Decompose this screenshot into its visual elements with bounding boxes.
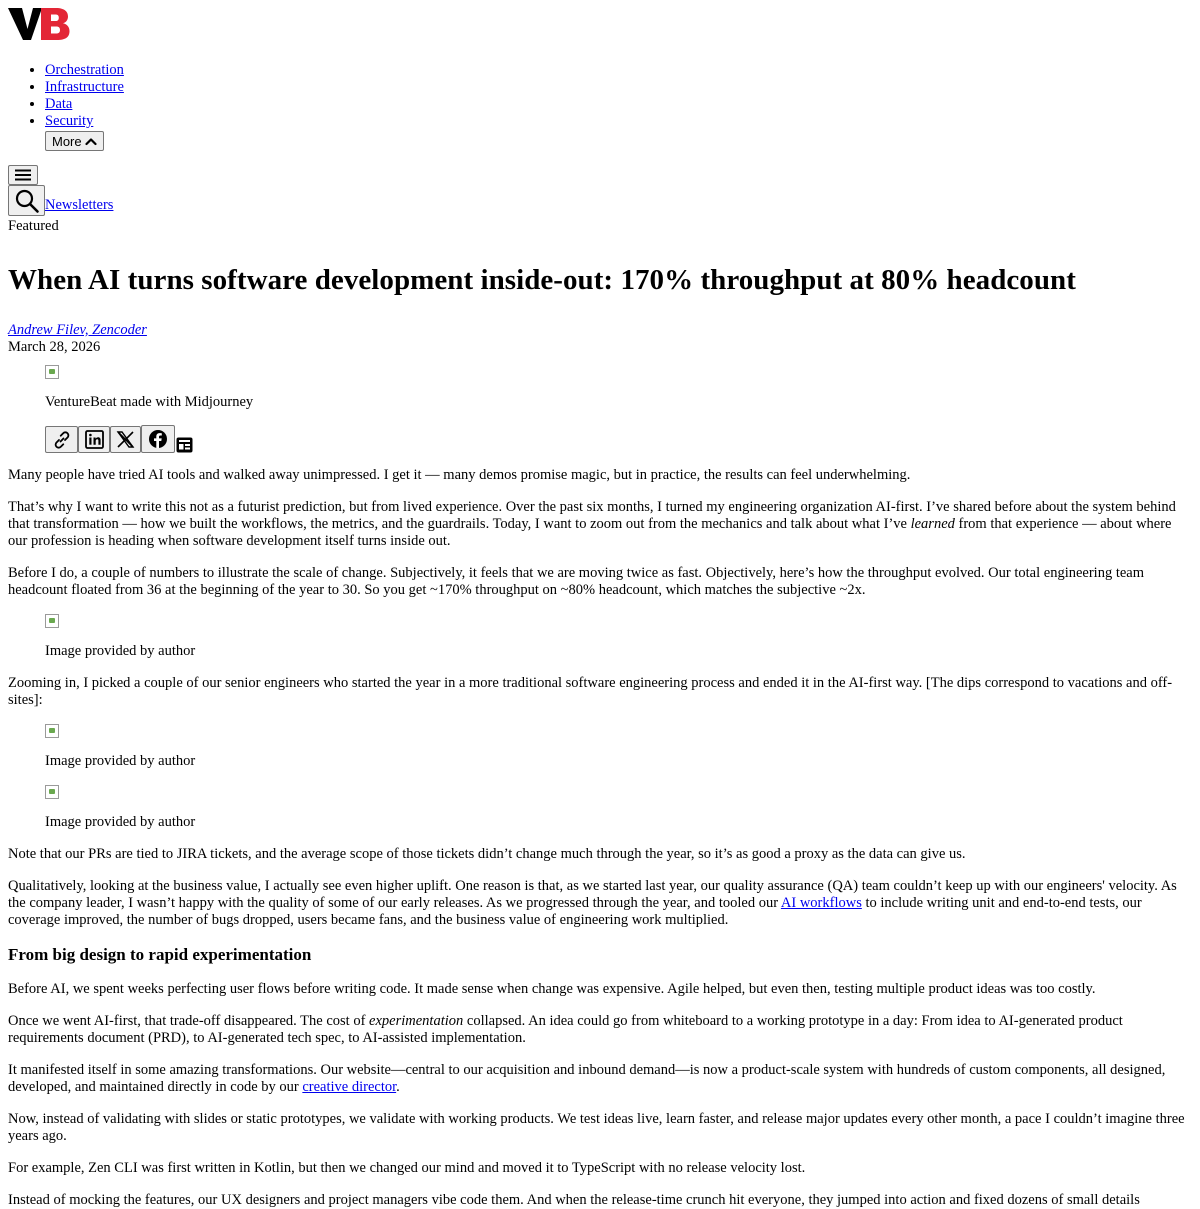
broken-image-icon: [45, 365, 59, 379]
text-run: Qualitatively, looking at the business value, I actually see even higher uplift. One reason is that, as we started last year, our quality assurance (QA) team couldn’t keep up with our engineers' velocity. As the company leader, I wasn’t happy with the quality of some of our early releases. As we progressed through the year, and tooled our: [8, 878, 1177, 911]
hero-caption: VentureBeat made with Midjourney: [45, 394, 254, 410]
paragraph: Note that our PRs are tied to JIRA tickets, and the average scope of those tickets didn’t change much through the year, so it’s as good a proxy as the data can give us.: [8, 846, 966, 862]
broken-image-icon: [45, 724, 59, 738]
author-link[interactable]: Andrew Filev, Zencoder: [8, 322, 147, 338]
paragraph: [8, 499, 1192, 550]
paragraph: [8, 878, 1192, 929]
nav-item-more: [45, 130, 1192, 151]
chevron-up-icon: [85, 137, 97, 146]
search-button[interactable]: [8, 185, 45, 216]
creative-director-link[interactable]: creative director: [302, 1079, 397, 1095]
hero-figure: [45, 365, 1192, 411]
text-run: Once we went AI-first, that trade-off disappeared. The cost of: [8, 1013, 370, 1029]
share-linkedin-button[interactable]: [78, 426, 110, 453]
chart-figure-3: [45, 785, 1192, 831]
paragraph: Before AI, we spent weeks perfecting user flows before writing code. It made sense when change was expensive. Agile helped, but even then, testing multiple product ideas was too costly.: [8, 981, 1096, 997]
chart-figure-1: [45, 614, 1192, 660]
facebook-icon: [148, 429, 168, 449]
paragraph: Zooming in, I picked a couple of our senior engineers who started the year in a more traditional software engineering process and ended it in the AI-first way. [The dips correspond to vacations and off-sites]:: [8, 675, 1173, 708]
menu-button[interactable]: [8, 165, 38, 185]
text-run: from that experience — about where our profession is heading when software development itself turns inside out.: [8, 516, 1172, 549]
venturebeat-logo[interactable]: [8, 6, 72, 46]
newsletters-link[interactable]: Newsletters: [45, 197, 114, 213]
paragraph: Many people have tried AI tools and walked away unimpressed. I get it — many demos promise magic, but in practice, the results can feel underwhelming.: [8, 467, 911, 483]
article-title: When AI turns software development inside-out: 170% throughput at 80% headcount: [8, 264, 1076, 296]
share-x-button[interactable]: [110, 426, 141, 453]
nav-link-infrastructure[interactable]: Infrastructure: [45, 79, 124, 95]
hamburger-menu-icon: [14, 168, 32, 182]
nav-link-orchestration[interactable]: Orchestration: [45, 62, 124, 78]
figure-caption: Image provided by author: [45, 643, 196, 659]
figure-caption: Image provided by author: [45, 753, 196, 769]
text-run: to include writing unit and end-to-end tests, our coverage improved, the number of bugs dropped, users became fans, and the business value of engineering work multiplied.: [8, 895, 1142, 928]
broken-image-icon: [45, 785, 59, 799]
text-run: .: [396, 1079, 400, 1095]
share-email-button[interactable]: [175, 436, 193, 453]
nav-item-data: [45, 96, 1192, 113]
vb-logo-icon: [8, 6, 70, 42]
publish-date: March 28, 2026: [8, 339, 101, 355]
email-icon: [176, 437, 193, 453]
search-icon: [14, 188, 40, 214]
figure-image: [45, 614, 61, 630]
text-run: That’s why I want to write this not as a futurist prediction, but from lived experience. Over the past six months, I turned my engineering organization AI-first. I’ve shared before about the system behind that transformation — how we built the workflows, the metrics, and the guardrails. Today, I want to zoom out from the mechanics and talk about what I’ve: [8, 499, 1176, 532]
nav-item-orchestration: [45, 62, 1192, 79]
emphasis: experimentation: [369, 1013, 464, 1029]
figure-image: [45, 724, 61, 740]
header-actions: [8, 185, 1192, 216]
nav-item-infrastructure: [45, 79, 1192, 96]
figure-image: [45, 785, 61, 801]
ai-workflows-link[interactable]: AI workflows: [780, 895, 862, 911]
paragraph: For example, Zen CLI was first written in Kotlin, but then we changed our mind and moved it to TypeScript with no release velocity lost.: [8, 1160, 806, 1176]
nav-link-security[interactable]: Security: [45, 113, 94, 129]
copy-link-button[interactable]: [45, 426, 78, 453]
article-kicker: Featured: [8, 218, 59, 234]
text-run: It manifested itself in some amazing transformations. Our website—central to our acquisition and inbound demand—is now a product-scale system with hundreds of custom components, all designed, developed, and maintained directly in code by our: [8, 1062, 1166, 1095]
share-facebook-button[interactable]: [141, 425, 175, 453]
paragraph: Now, instead of validating with slides or static prototypes, we validate with working products. We test ideas live, learn faster, and release major updates every other month, a pace I couldn’t imagine three years ago.: [8, 1111, 1185, 1144]
chart-figure-2: [45, 724, 1192, 770]
paragraph: [8, 1062, 1192, 1096]
article-body: [8, 467, 1192, 1209]
paragraph: Instead of mocking the features, our UX designers and project managers vibe code them. And when the release-time crunch hit everyone, they jumped into action and fixed dozens of small details: [8, 1192, 1140, 1208]
figure-caption: Image provided by author: [45, 814, 196, 830]
nav-link-data[interactable]: Data: [45, 96, 73, 112]
linkedin-icon: [85, 430, 104, 449]
x-icon: [116, 430, 135, 449]
more-label: More: [52, 133, 82, 149]
more-button[interactable]: [45, 131, 104, 151]
broken-image-icon: [45, 614, 59, 628]
paragraph: Before I do, a couple of numbers to illustrate the scale of change. Subjectively, it feels that we are moving twice as fast. Objectively, here’s how the throughput evolved. Our total engineering team headcount floated from 36 at the beginning of the year to 30. So you get ~170% throughput on ~80% headcount, which matches the subjective ~2x.: [8, 565, 1145, 598]
link-icon: [52, 430, 72, 450]
paragraph: [8, 1013, 1192, 1047]
nav-item-security: [45, 113, 1192, 130]
emphasis: learned: [910, 516, 955, 532]
primary-nav: [8, 62, 1192, 151]
section-heading: From big design to rapid experimentation: [8, 945, 312, 964]
hero-image: [45, 365, 61, 381]
text-run: collapsed. An idea could go from whiteboard to a working prototype in a day: From idea to AI-generated product requirements document (PRD), to AI-generated tech spec, to AI-assisted implementation.: [8, 1013, 1123, 1046]
share-bar: [45, 425, 1192, 453]
